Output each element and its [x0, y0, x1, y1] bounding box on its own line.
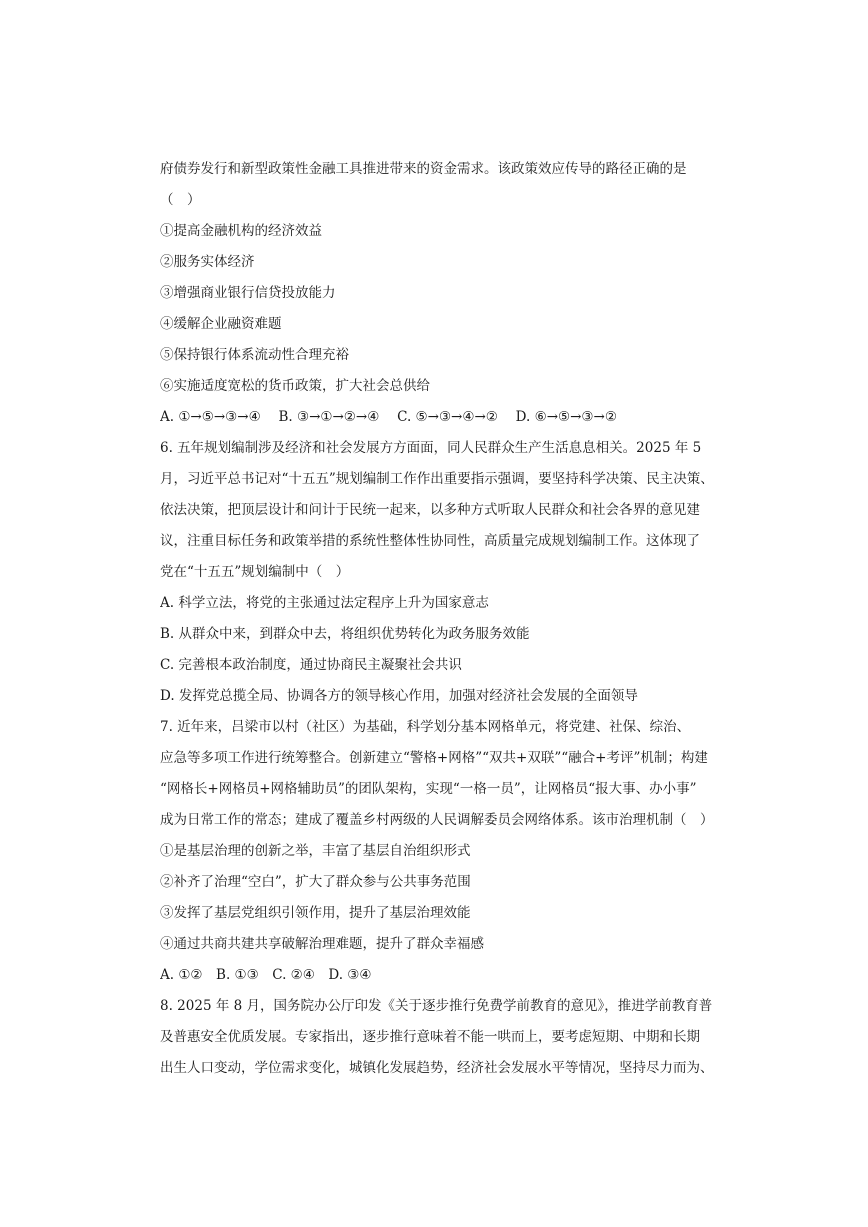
question-6-option-c: C. 完善根本政治制度，通过协商民主凝聚社会共识 [160, 657, 462, 673]
text-line-2: （ ） [160, 192, 201, 208]
question-7-line-2: 应急等多项工作进行统筹整合。创新建立“警格+网格”“双共+双联”“融合+考评”机制；构建 [160, 750, 708, 766]
question-6-option-d: D. 发挥党总揽全局、协调各方的领导核心作用，加强对经济社会发展的全面领导 [160, 688, 638, 704]
question-8-line-1: 8. 2025 年 8 月，国务院办公厅印发《关于逐步推行免费学前教育的意见》，推进学前教育普 [160, 998, 713, 1014]
question-6-line-5: 党在“十五五”规划编制中（ ） [160, 564, 350, 580]
question-7-line-1: 7. 近年来，吕梁市以村（社区）为基础，科学划分基本网格单元，将党建、社保、综治、 [160, 719, 691, 735]
question-6-option-a: A. 科学立法，将党的主张通过法定程序上升为国家意志 [160, 595, 489, 611]
option-3: ③增强商业银行信贷投放能力 [160, 285, 336, 301]
question-8-line-2: 及普惠安全优质发展。专家指出，逐步推行意味着不能一哄而上，要考虑短期、中期和长期 [160, 1029, 700, 1045]
question-8-line-3: 出生人口变动，学位需求变化，城镇化发展趋势，经济社会发展水平等情况，坚持尽力而为、 [160, 1060, 714, 1076]
question-6-line-1: 6. 五年规划编制涉及经济和社会发展方方面面，同人民群众生产生活息息相关。2025 年 5 [160, 440, 702, 456]
question-7-answer-choices: A. ①② B. ①③ C. ②④ D. ③④ [160, 967, 372, 983]
text-line-1: 府债券发行和新型政策性金融工具推进带来的资金需求。该政策效应传导的路径正确的是 [160, 161, 687, 177]
option-4: ④缓解企业融资难题 [160, 316, 282, 332]
question-7-option-2: ②补齐了治理“空白”，扩大了群众参与公共事务范围 [160, 874, 471, 890]
question-7-option-1: ①是基层治理的创新之举，丰富了基层自治组织形式 [160, 843, 471, 859]
question-7-line-3: “网格长+网格员+网格辅助员”的团队架构，实现“一格一员”，让网格员“报大事、办小事” [160, 781, 697, 797]
option-2: ②服务实体经济 [160, 254, 255, 270]
question-6-line-4: 议，注重目标任务和政策举措的系统性整体性协同性，高质量完成规划编制工作。这体现了 [160, 533, 700, 549]
question-6-option-b: B. 从群众中来，到群众中去，将组织优势转化为政务服务效能 [160, 626, 530, 642]
answer-choices-5: A. ①→⑤→③→④ B. ③→①→②→④ C. ⑤→③→④→② D. ⑥→⑤→③→② [160, 409, 617, 425]
question-7-line-4: 成为日常工作的常态；建成了覆盖乡村两级的人民调解委员会网络体系。该市治理机制（ ） [160, 812, 714, 828]
question-7-option-4: ④通过共商共建共享破解治理难题，提升了群众幸福感 [160, 936, 484, 952]
question-7-option-3: ③发挥了基层党组织引领作用，提升了基层治理效能 [160, 905, 471, 921]
option-6: ⑥实施适度宽松的货币政策，扩大社会总供给 [160, 378, 430, 394]
question-6-line-3: 依法决策，把顶层设计和问计于民统一起来，以多种方式听取人民群众和社会各界的意见建 [160, 502, 700, 518]
option-5: ⑤保持银行体系流动性合理充裕 [160, 347, 349, 363]
option-1: ①提高金融机构的经济效益 [160, 223, 322, 239]
question-6-line-2: 月，习近平总书记对“十五五”规划编制工作作出重要指示强调，要坚持科学决策、民主决策、 [160, 471, 714, 487]
